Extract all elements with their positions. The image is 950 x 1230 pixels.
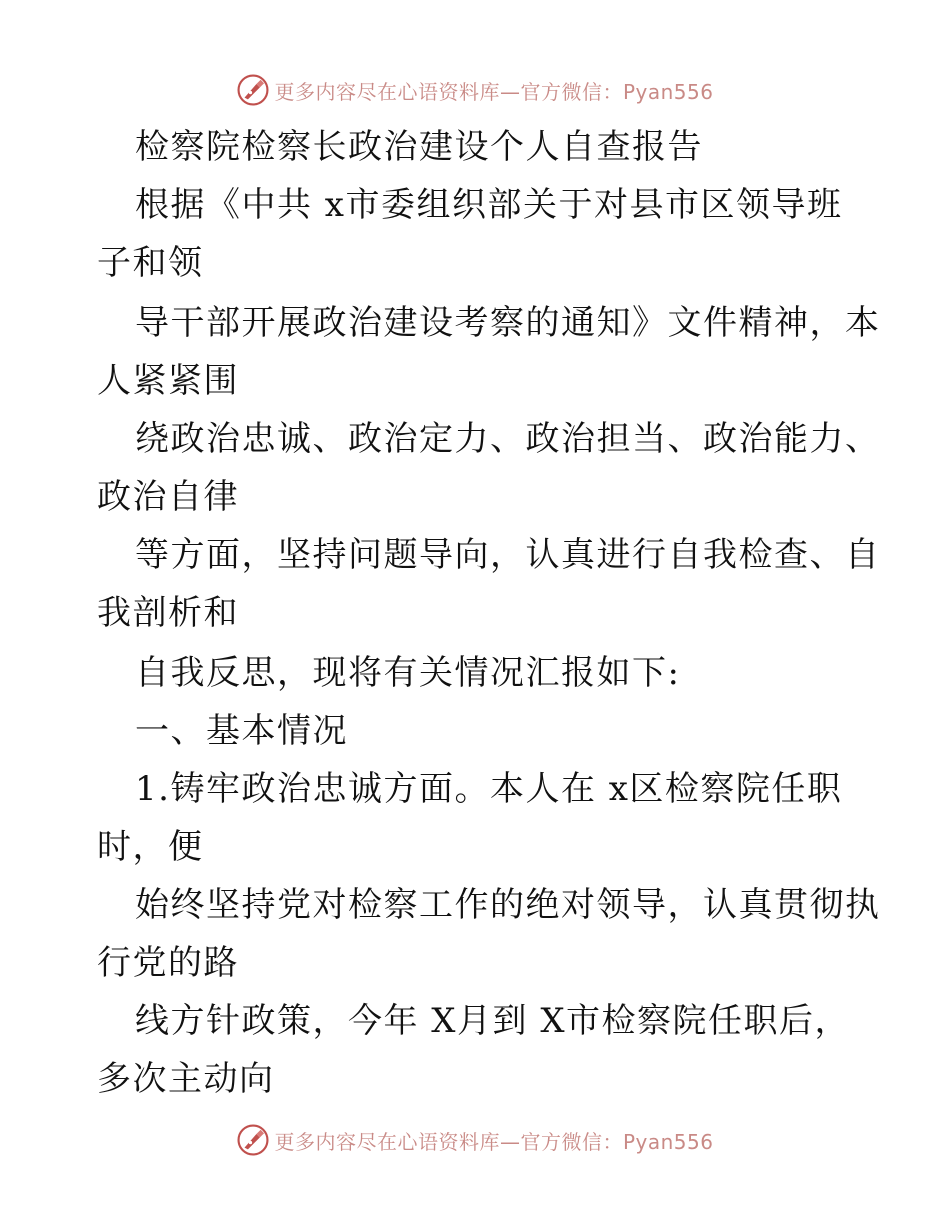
- watermark-footer: [0, 1120, 950, 1160]
- document-title: 检察院检察长政治建设个人自查报告: [135, 127, 703, 167]
- paragraph-line: 绕政治忠诚、政治定力、政治担当、政治能力、: [135, 419, 881, 459]
- watermark-text: 更多内容尽在心语资料库—官方微信：Pyan556: [274, 1129, 714, 1154]
- paragraph-line: 始终坚持党对检察工作的绝对领导，认真贯彻执: [135, 885, 881, 925]
- paragraph-line: 1.铸牢政治忠诚方面。本人在 x区检察院任职: [135, 769, 843, 809]
- paragraph-line: 线方针政策，今年 X月到 X市检察院任职后，: [135, 1001, 851, 1041]
- paragraph-line: 时，便: [97, 827, 204, 867]
- paragraph-line: 等方面，坚持问题导向，认真进行自我检查、自: [135, 535, 881, 575]
- pen-nib-icon: [236, 1123, 270, 1157]
- paragraph-line: 我剖析和: [97, 593, 239, 633]
- section-heading: 一、基本情况: [135, 711, 348, 751]
- paragraph-line: 行党的路: [97, 943, 239, 983]
- paragraph-line: 人紧紧围: [97, 361, 239, 401]
- watermark-text: 更多内容尽在心语资料库—官方微信：Pyan556: [274, 79, 714, 104]
- watermark-header: [0, 70, 950, 110]
- paragraph-line: 根据《中共 x市委组织部关于对县市区领导班: [135, 185, 843, 225]
- paragraph-line: 政治自律: [97, 477, 239, 517]
- paragraph-line: 自我反思，现将有关情况汇报如下:: [135, 653, 681, 693]
- paragraph-line: 子和领: [97, 243, 204, 283]
- pen-nib-icon: [236, 73, 270, 107]
- paragraph-line: 导干部开展政治建设考察的通知》文件精神，本: [135, 303, 881, 343]
- paragraph-line: 多次主动向: [97, 1059, 275, 1099]
